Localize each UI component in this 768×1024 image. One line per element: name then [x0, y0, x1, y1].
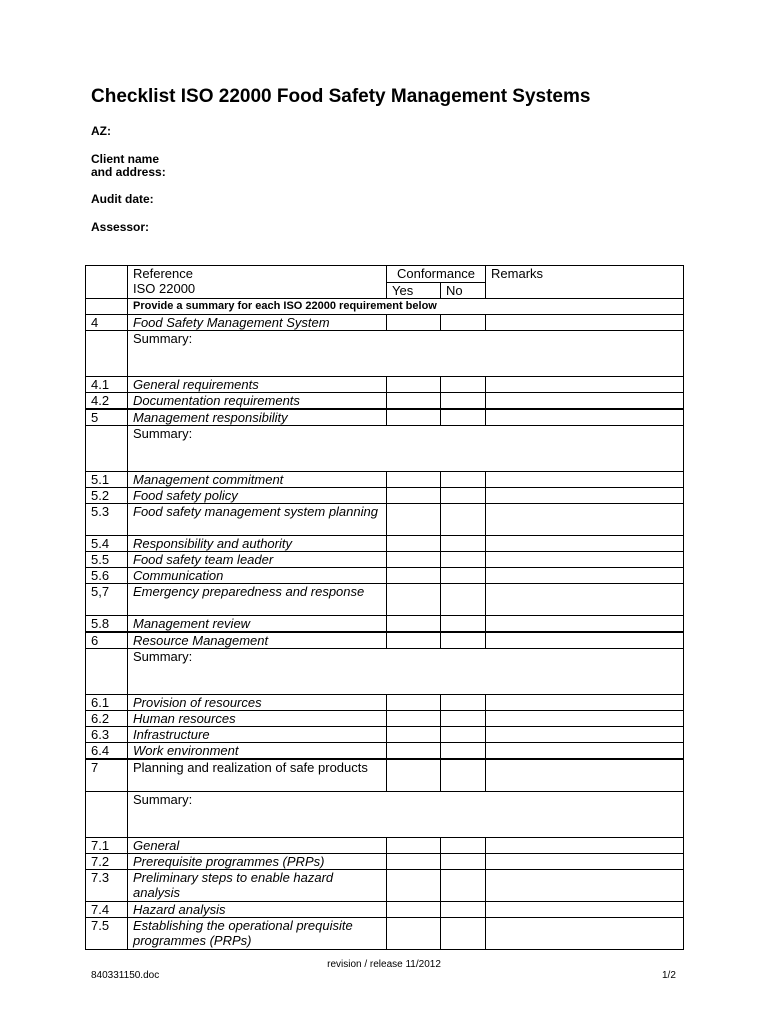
row-yes-cell[interactable] — [387, 584, 441, 616]
summary-num-cell — [86, 426, 128, 472]
summary-num-cell — [86, 792, 128, 838]
summary-row — [86, 792, 684, 838]
table-row — [86, 393, 684, 410]
row-remarks-cell[interactable] — [486, 838, 684, 854]
row-requirement: Establishing the operational prequisite programmes (PRPs) — [128, 918, 387, 950]
row-number: 4.2 — [86, 393, 128, 410]
row-remarks-cell[interactable] — [486, 472, 684, 488]
table-row — [86, 743, 684, 760]
row-requirement: Infrastructure — [128, 727, 387, 743]
row-number: 5.4 — [86, 536, 128, 552]
row-number: 6.2 — [86, 711, 128, 727]
row-remarks-cell[interactable] — [486, 902, 684, 918]
row-yes-cell[interactable] — [387, 759, 441, 792]
row-no-cell[interactable] — [441, 727, 486, 743]
row-requirement: Emergency preparedness and response — [128, 584, 387, 616]
row-remarks-cell[interactable] — [486, 759, 684, 792]
row-yes-cell[interactable] — [387, 727, 441, 743]
row-number: 6.3 — [86, 727, 128, 743]
table-row — [86, 409, 684, 426]
row-requirement: Preliminary steps to enable hazard analysis — [128, 870, 387, 902]
header-no: No — [441, 283, 486, 299]
row-requirement: Food safety management system planning — [128, 504, 387, 536]
row-remarks-cell[interactable] — [486, 409, 684, 426]
row-remarks-cell[interactable] — [486, 584, 684, 616]
row-remarks-cell[interactable] — [486, 315, 684, 331]
summary-row — [86, 426, 684, 472]
row-no-cell[interactable] — [441, 568, 486, 584]
client-label-line2: and address: — [91, 165, 166, 179]
row-yes-cell[interactable] — [387, 536, 441, 552]
row-requirement: Responsibility and authority — [128, 536, 387, 552]
table-row — [86, 552, 684, 568]
row-no-cell[interactable] — [441, 616, 486, 633]
page-number-footer: 1/2 — [662, 970, 676, 981]
row-number: 5 — [86, 409, 128, 426]
row-requirement: Food safety policy — [128, 488, 387, 504]
row-no-cell[interactable] — [441, 536, 486, 552]
summary-cell[interactable]: Summary: — [128, 649, 684, 695]
row-requirement: General — [128, 838, 387, 854]
row-number: 5.6 — [86, 568, 128, 584]
row-yes-cell[interactable] — [387, 902, 441, 918]
row-yes-cell[interactable] — [387, 854, 441, 870]
row-remarks-cell[interactable] — [486, 854, 684, 870]
row-number: 5.2 — [86, 488, 128, 504]
row-requirement: Hazard analysis — [128, 902, 387, 918]
row-yes-cell[interactable] — [387, 568, 441, 584]
table-header-row — [86, 266, 684, 283]
header-reference-line2: ISO 22000 — [133, 281, 196, 296]
table-row — [86, 727, 684, 743]
row-requirement: Provision of resources — [128, 695, 387, 711]
row-number: 7.5 — [86, 918, 128, 950]
row-remarks-cell[interactable] — [486, 536, 684, 552]
header-remarks: Remarks — [486, 266, 684, 299]
row-yes-cell[interactable] — [387, 472, 441, 488]
row-yes-cell[interactable] — [387, 870, 441, 902]
row-number: 5.8 — [86, 616, 128, 633]
row-yes-cell[interactable] — [387, 743, 441, 760]
row-remarks-cell[interactable] — [486, 695, 684, 711]
row-requirement: Food Safety Management System — [128, 315, 387, 331]
summary-cell[interactable]: Summary: — [128, 792, 684, 838]
row-yes-cell[interactable] — [387, 918, 441, 950]
row-number: 4.1 — [86, 377, 128, 393]
row-remarks-cell[interactable] — [486, 488, 684, 504]
header-reference-cell — [128, 266, 387, 299]
table-row — [86, 472, 684, 488]
row-number: 7.1 — [86, 838, 128, 854]
table-row — [86, 488, 684, 504]
row-remarks-cell[interactable] — [486, 870, 684, 902]
client-name-address-label — [91, 153, 166, 179]
row-number: 5.5 — [86, 552, 128, 568]
row-yes-cell[interactable] — [387, 488, 441, 504]
row-remarks-cell[interactable] — [486, 568, 684, 584]
summary-num-cell — [86, 649, 128, 695]
row-remarks-cell[interactable] — [486, 727, 684, 743]
summary-cell[interactable]: Summary: — [128, 426, 684, 472]
row-remarks-cell[interactable] — [486, 918, 684, 950]
row-requirement: Management review — [128, 616, 387, 633]
row-requirement: Prerequisite programmes (PRPs) — [128, 854, 387, 870]
row-requirement: Work environment — [128, 743, 387, 760]
row-no-cell[interactable] — [441, 552, 486, 568]
table-row — [86, 536, 684, 552]
header-reference-line1: Reference — [133, 266, 193, 281]
row-requirement: Resource Management — [128, 632, 387, 649]
row-number: 6.1 — [86, 695, 128, 711]
row-requirement: Management commitment — [128, 472, 387, 488]
row-requirement: Management responsibility — [128, 409, 387, 426]
row-no-cell[interactable] — [441, 918, 486, 950]
table-row — [86, 695, 684, 711]
assessor-label: Assessor: — [91, 220, 150, 234]
instruction-row — [86, 299, 684, 315]
table-row — [86, 711, 684, 727]
header-num-cell — [86, 266, 128, 299]
row-remarks-cell[interactable] — [486, 552, 684, 568]
summary-num-cell — [86, 331, 128, 377]
row-no-cell[interactable] — [441, 854, 486, 870]
row-no-cell[interactable] — [441, 632, 486, 649]
table-row — [86, 902, 684, 918]
row-no-cell[interactable] — [441, 488, 486, 504]
table-row — [86, 377, 684, 393]
summary-cell[interactable]: Summary: — [128, 331, 684, 377]
row-no-cell[interactable] — [441, 743, 486, 760]
row-no-cell[interactable] — [441, 584, 486, 616]
row-yes-cell[interactable] — [387, 409, 441, 426]
row-number: 5,7 — [86, 584, 128, 616]
row-yes-cell[interactable] — [387, 695, 441, 711]
row-requirement: General requirements — [128, 377, 387, 393]
row-no-cell[interactable] — [441, 902, 486, 918]
row-remarks-cell[interactable] — [486, 393, 684, 410]
row-number: 5.3 — [86, 504, 128, 536]
row-no-cell[interactable] — [441, 504, 486, 536]
row-number: 6.4 — [86, 743, 128, 760]
row-yes-cell[interactable] — [387, 711, 441, 727]
row-no-cell[interactable] — [441, 838, 486, 854]
row-remarks-cell[interactable] — [486, 377, 684, 393]
row-remarks-cell[interactable] — [486, 711, 684, 727]
row-yes-cell[interactable] — [387, 632, 441, 649]
client-label-line1: Client name — [91, 152, 160, 166]
table-row — [86, 854, 684, 870]
row-no-cell[interactable] — [441, 759, 486, 792]
filename-footer: 840331150.doc — [91, 970, 160, 981]
header-conformance: Conformance — [387, 266, 486, 283]
row-no-cell[interactable] — [441, 695, 486, 711]
instruction-num-cell — [86, 299, 128, 315]
row-remarks-cell[interactable] — [486, 632, 684, 649]
checklist-table — [85, 265, 684, 950]
row-number: 7.2 — [86, 854, 128, 870]
row-number: 5.1 — [86, 472, 128, 488]
table-row — [86, 759, 684, 792]
row-number: 7.4 — [86, 902, 128, 918]
row-remarks-cell[interactable] — [486, 616, 684, 633]
row-no-cell[interactable] — [441, 870, 486, 902]
header-yes: Yes — [387, 283, 441, 299]
table-row — [86, 616, 684, 633]
row-no-cell[interactable] — [441, 472, 486, 488]
row-yes-cell[interactable] — [387, 377, 441, 393]
row-no-cell[interactable] — [441, 409, 486, 426]
revision-footer: revision / release 11/2012 — [327, 959, 441, 970]
az-label: AZ: — [91, 124, 111, 138]
row-number: 4 — [86, 315, 128, 331]
row-yes-cell[interactable] — [387, 504, 441, 536]
table-row — [86, 870, 684, 902]
row-no-cell[interactable] — [441, 377, 486, 393]
table-row — [86, 838, 684, 854]
row-requirement: Communication — [128, 568, 387, 584]
row-yes-cell[interactable] — [387, 616, 441, 633]
row-requirement: Human resources — [128, 711, 387, 727]
row-requirement: Documentation requirements — [128, 393, 387, 410]
row-yes-cell[interactable] — [387, 315, 441, 331]
summary-row — [86, 331, 684, 377]
instruction-text: Provide a summary for each ISO 22000 requirement below — [128, 299, 684, 315]
table-row — [86, 632, 684, 649]
row-remarks-cell[interactable] — [486, 743, 684, 760]
table-row — [86, 568, 684, 584]
row-no-cell[interactable] — [441, 711, 486, 727]
table-row — [86, 918, 684, 950]
row-number: 6 — [86, 632, 128, 649]
checklist-body — [86, 315, 684, 950]
table-row — [86, 584, 684, 616]
row-number: 7 — [86, 759, 128, 792]
document-title: Checklist ISO 22000 Food Safety Management Systems — [91, 86, 591, 107]
row-no-cell[interactable] — [441, 315, 486, 331]
summary-row — [86, 649, 684, 695]
row-number: 7.3 — [86, 870, 128, 902]
row-remarks-cell[interactable] — [486, 504, 684, 536]
row-yes-cell[interactable] — [387, 838, 441, 854]
row-yes-cell[interactable] — [387, 552, 441, 568]
audit-date-label: Audit date: — [91, 192, 154, 206]
table-row — [86, 315, 684, 331]
table-row — [86, 504, 684, 536]
row-requirement: Food safety team leader — [128, 552, 387, 568]
row-yes-cell[interactable] — [387, 393, 441, 410]
row-no-cell[interactable] — [441, 393, 486, 410]
row-requirement: Planning and realization of safe products — [128, 759, 387, 792]
